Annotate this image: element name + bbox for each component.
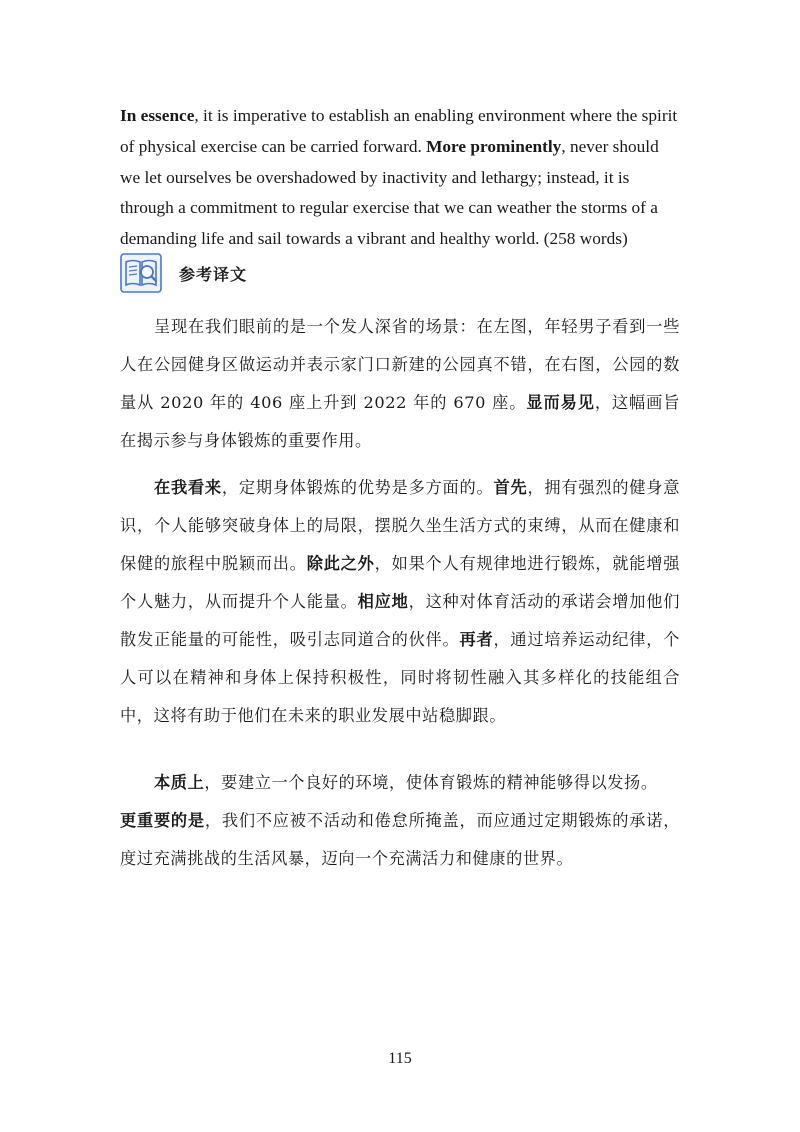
paragraph-text: ，如果个人有规律地进行锻炼，就能增强个人魅力，从而提升个人能量。 bbox=[120, 554, 680, 611]
translation-paragraph-3 bbox=[120, 764, 680, 878]
paragraph-text: ，要建立一个良好的环境，使体育锻炼的精神能够得以发扬。 bbox=[204, 773, 658, 792]
paragraph-text: , it is imperative to establish an enabling environment where the spirit of physical exercise can be carried forward. bbox=[120, 106, 678, 156]
paragraph-text: 呈现在我们眼前的是一个发人深省的场景：在左图，年轻男子看到一些人在公园健身区做运动并表示家门口新建的公园真不错，在右图，公园的数量从 2020 年的 406 座上升到 2022 年的 670 座。 bbox=[120, 317, 680, 412]
section-title: 参考译文 bbox=[179, 264, 248, 284]
emphasis-bold: 再者 bbox=[459, 630, 494, 649]
translation-paragraph-1 bbox=[120, 308, 680, 460]
reference-translation-heading bbox=[120, 253, 247, 293]
book-magnifier-icon bbox=[120, 253, 162, 293]
english-sample-essay-paragraph bbox=[120, 101, 680, 255]
emphasis-bold: 相应地 bbox=[357, 592, 409, 611]
paragraph-continuation bbox=[120, 802, 680, 878]
emphasis-bold: 首先 bbox=[493, 478, 528, 497]
paragraph-text: ，拥有强烈的健身意识，个人能够突破身体上的局限，摆脱久坐生活方式的束缚，从而在健康和保健的旅程中脱颖而出。 bbox=[120, 478, 681, 573]
paragraph-text: ，通过培养运动纪律，个人可以在精神和身体上保持积极性，同时将韧性融入其多样化的技能组合中，这将有助于他们在未来的职业发展中站稳脚跟。 bbox=[120, 630, 680, 725]
paragraph-text: ，我们不应被不活动和倦怠所掩盖，而应通过定期锻炼的承诺，度过充满挑战的生活风暴，迈向一个充满活力和健康的世界。 bbox=[120, 811, 680, 868]
translation-paragraph-2 bbox=[120, 469, 680, 735]
paragraph-text: ，这幅画旨在揭示参与身体锻炼的重要作用。 bbox=[120, 393, 681, 450]
emphasis-bold: 在我看来 bbox=[154, 478, 222, 497]
paragraph-text: ，定期身体锻炼的优势是多方面的。 bbox=[221, 478, 494, 497]
emphasis-bold: 更重要的是 bbox=[120, 811, 205, 830]
paragraph-text: ，这种对体育活动的承诺会增加他们散发正能量的可能性，吸引志同道合的伙伴。 bbox=[120, 592, 680, 649]
page-number: 115 bbox=[388, 1050, 412, 1067]
emphasis-bold: 显而易见 bbox=[526, 393, 595, 412]
emphasis-bold: 除此之外 bbox=[306, 554, 375, 573]
paragraph-text: , never should we let ourselves be overshadowed by inactivity and lethargy; instead, it is through a commitment to regular exercise that we can weather the storms of a demanding life and sail towards a vibrant and healthy world. (258 words) bbox=[120, 136, 659, 249]
lead-phrase-bold: In essence bbox=[120, 106, 195, 125]
transition-phrase-bold: More prominently bbox=[426, 136, 562, 156]
emphasis-bold: 本质上 bbox=[154, 773, 205, 792]
